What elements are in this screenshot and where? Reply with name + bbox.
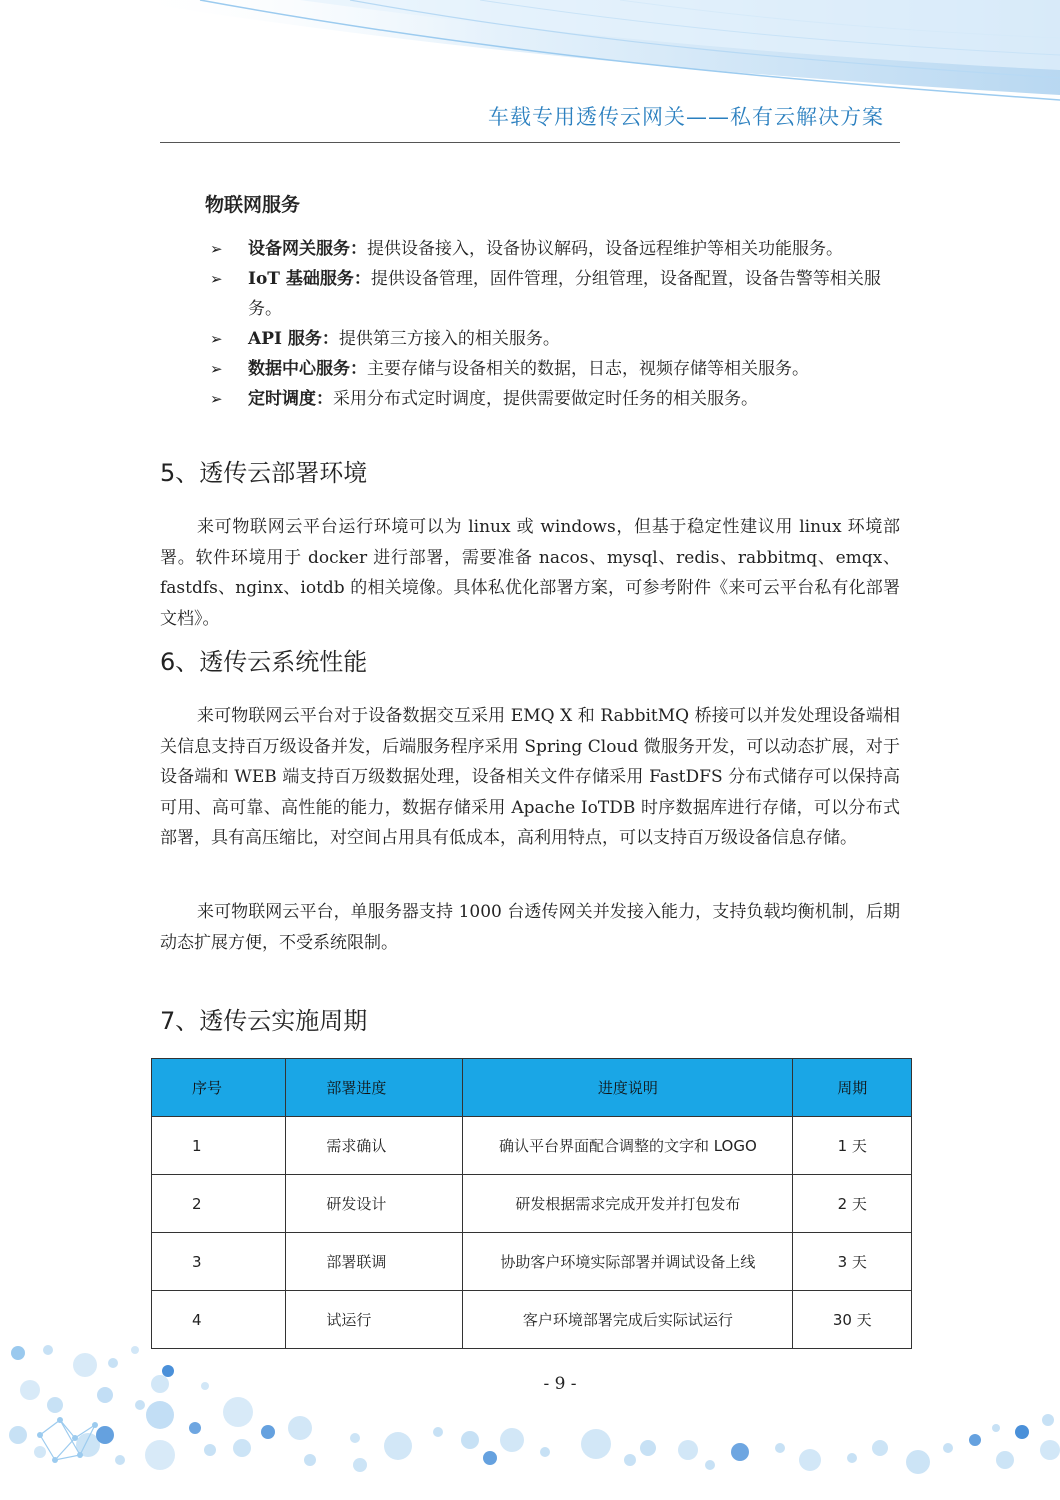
- item-label: 设备网关服务：: [248, 239, 367, 259]
- iot-services-list: [210, 234, 900, 414]
- cell-duration: 30 天: [793, 1291, 912, 1349]
- list-item: [210, 324, 900, 354]
- item-label: 数据中心服务：: [248, 359, 367, 379]
- iot-services-title: 物联网服务: [205, 194, 301, 216]
- cell-duration: 1 天: [793, 1117, 912, 1175]
- section-6-paragraph-1: 来可物联网云平台对于设备数据交互采用 EMQ X 和 RabbitMQ 桥接可以并发处理设备端相关信息支持百万级设备并发，后端服务程序采用 Spring Cloud 微服务开发，可以动态扩展，对于设备端和 WEB 端支持百万级数据处理，设备相关文件存储采用 FastDFS 分布式储存可以保持高可用、高可靠、高性能的能力，数据存储采用 Apache IoTDB 时序数据库进行存储，可以分布式部署，具有高压缩比，对空间占用具有低成本，高利用特点，可以支持百万级设备信息存储。: [160, 706, 900, 848]
- cell-seq: 2: [152, 1175, 286, 1233]
- cell-duration: 3 天: [793, 1233, 912, 1291]
- cell-step: 研发设计: [286, 1175, 463, 1233]
- page-number: - 9 -: [543, 1374, 577, 1394]
- cell-description: 研发根据需求完成开发并打包发布: [463, 1175, 793, 1233]
- item-text: 提供设备管理，固件管理，分组管理，设备配置，设备告警等相关服务。: [248, 269, 881, 319]
- arrow-bullet-icon: ➢: [210, 390, 223, 408]
- column-header-description: 进度说明: [463, 1059, 793, 1117]
- arrow-bullet-icon: ➢: [210, 360, 223, 378]
- table-header-row: [152, 1059, 912, 1117]
- cell-description: 协助客户环境实际部署并调试设备上线: [463, 1233, 793, 1291]
- arrow-bullet-icon: ➢: [210, 330, 223, 348]
- header-divider: [160, 142, 900, 143]
- section-6-paragraph-2: 来可物联网云平台，单服务器支持 1000 台透传网关并发接入能力，支持负载均衡机制，后期动态扩展方便，不受系统限制。: [160, 902, 900, 953]
- list-item: [210, 234, 900, 264]
- item-label: IoT 基础服务：: [248, 269, 371, 289]
- item-label: 定时调度：: [248, 389, 333, 409]
- item-text: 采用分布式定时调度，提供需要做定时任务的相关服务。: [333, 389, 758, 409]
- footer-bubble-decoration: [0, 1320, 1060, 1500]
- cell-duration: 2 天: [793, 1175, 912, 1233]
- list-item: [210, 384, 900, 414]
- section-5-heading: 5、透传云部署环境: [160, 459, 368, 487]
- cell-seq: 1: [152, 1117, 286, 1175]
- cell-step: 部署联调: [286, 1233, 463, 1291]
- header-title: 车载专用透传云网关——私有云解决方案: [488, 105, 884, 129]
- cell-description: 确认平台界面配合调整的文字和 LOGO: [463, 1117, 793, 1175]
- cell-seq: 4: [152, 1291, 286, 1349]
- item-text: 提供设备接入，设备协议解码，设备远程维护等相关功能服务。: [367, 239, 843, 259]
- list-item: [210, 264, 900, 324]
- column-header-step: 部署进度: [286, 1059, 463, 1117]
- cell-step: 需求确认: [286, 1117, 463, 1175]
- implementation-schedule-table: [151, 1058, 912, 1349]
- table-row: [152, 1175, 912, 1233]
- item-label: API 服务：: [248, 329, 339, 349]
- item-text: 提供第三方接入的相关服务。: [338, 329, 560, 349]
- section-7-heading: 7、透传云实施周期: [160, 1007, 368, 1035]
- cell-seq: 3: [152, 1233, 286, 1291]
- list-item: [210, 354, 900, 384]
- item-text: 主要存储与设备相关的数据，日志，视频存储等相关服务。: [367, 359, 809, 379]
- arrow-bullet-icon: ➢: [210, 270, 223, 288]
- table-row: [152, 1233, 912, 1291]
- cell-description: 客户环境部署完成后实际试运行: [463, 1291, 793, 1349]
- column-header-seq: 序号: [152, 1059, 286, 1117]
- section-6-heading: 6、透传云系统性能: [160, 648, 368, 676]
- column-header-duration: 周期: [793, 1059, 912, 1117]
- arrow-bullet-icon: ➢: [210, 240, 223, 258]
- section-5-paragraph: 来可物联网云平台运行环境可以为 linux 或 windows，但基于稳定性建议用 linux 环境部署。软件环境用于 docker 进行部署，需要准备 nacos、mysql、redis、rabbitmq、emqx、fastdfs、nginx、iotdb 的相关境像。具体私优化部署方案，可参考附件《来可云平台私有化部署文档》。: [160, 517, 900, 629]
- table-row: [152, 1117, 912, 1175]
- cell-step: 试运行: [286, 1291, 463, 1349]
